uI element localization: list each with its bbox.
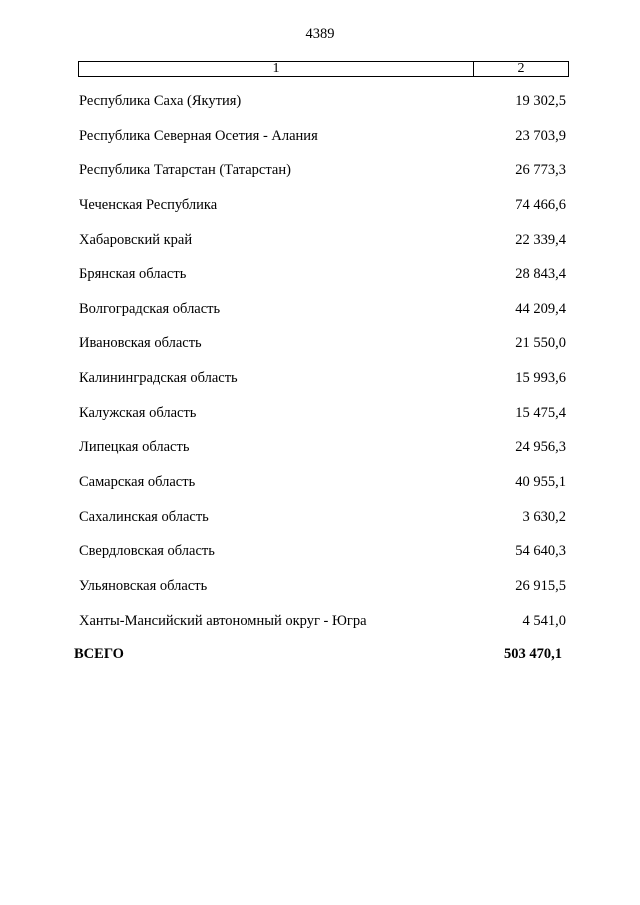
region-name: Калининградская область [79, 370, 238, 387]
region-name: Калужская область [79, 404, 197, 421]
region-value: 4 541,0 [522, 612, 566, 629]
table-body [0, 86, 640, 640]
region-value: 3 630,2 [522, 508, 566, 525]
region-value: 21 550,0 [515, 335, 566, 352]
region-value: 23 703,9 [515, 127, 566, 144]
region-value: 28 843,4 [515, 266, 566, 283]
table-row [0, 190, 640, 225]
region-name: Республика Саха (Якутия) [79, 93, 242, 109]
region-name: Липецкая область [79, 439, 190, 456]
table-row [0, 502, 640, 537]
region-value: 40 955,1 [515, 474, 566, 491]
total-row [0, 646, 640, 670]
region-value: 15 475,4 [515, 404, 566, 421]
total-label: ВСЕГО [74, 646, 124, 662]
table-row [0, 121, 640, 156]
region-value: 54 640,3 [515, 543, 566, 560]
region-name: Ханты-Мансийский автономный округ - Югра [79, 612, 367, 629]
region-name: Республика Татарстан (Татарстан) [79, 162, 291, 179]
region-name: Чеченская Республика [79, 196, 218, 213]
table-row [0, 363, 640, 398]
region-value: 26 915,5 [515, 577, 566, 594]
page-number: 4389 [305, 26, 335, 42]
region-name: Свердловская область [79, 543, 215, 560]
region-name: Республика Северная Осетия - Алания [79, 127, 318, 144]
table-row [0, 328, 640, 363]
region-name: Сахалинская область [79, 508, 209, 525]
table-header [78, 61, 569, 77]
region-name: Брянская область [79, 266, 187, 283]
table-row [0, 86, 640, 121]
column-header-2: 2 [517, 61, 525, 76]
region-value: 15 993,6 [515, 370, 566, 387]
table-row [0, 259, 640, 294]
region-value: 22 339,4 [515, 231, 566, 248]
table-row [0, 571, 640, 606]
region-value: 19 302,5 [515, 93, 566, 109]
region-value: 26 773,3 [515, 162, 566, 179]
table-row [0, 606, 640, 641]
region-value: 44 209,4 [515, 300, 566, 317]
table-row [0, 294, 640, 329]
total-value: 503 470,1 [504, 646, 562, 662]
table-row [0, 432, 640, 467]
column-header-1: 1 [79, 62, 474, 76]
region-value: 24 956,3 [515, 439, 566, 456]
table-row [0, 398, 640, 433]
region-value: 74 466,6 [515, 196, 566, 213]
table-row [0, 536, 640, 571]
table-row [0, 155, 640, 190]
table-row [0, 467, 640, 502]
region-name: Ивановская область [79, 335, 202, 352]
region-name: Волгоградская область [79, 300, 221, 317]
region-name: Ульяновская область [79, 577, 208, 594]
table-row [0, 225, 640, 260]
region-name: Хабаровский край [79, 231, 193, 248]
region-name: Самарская область [79, 474, 196, 491]
